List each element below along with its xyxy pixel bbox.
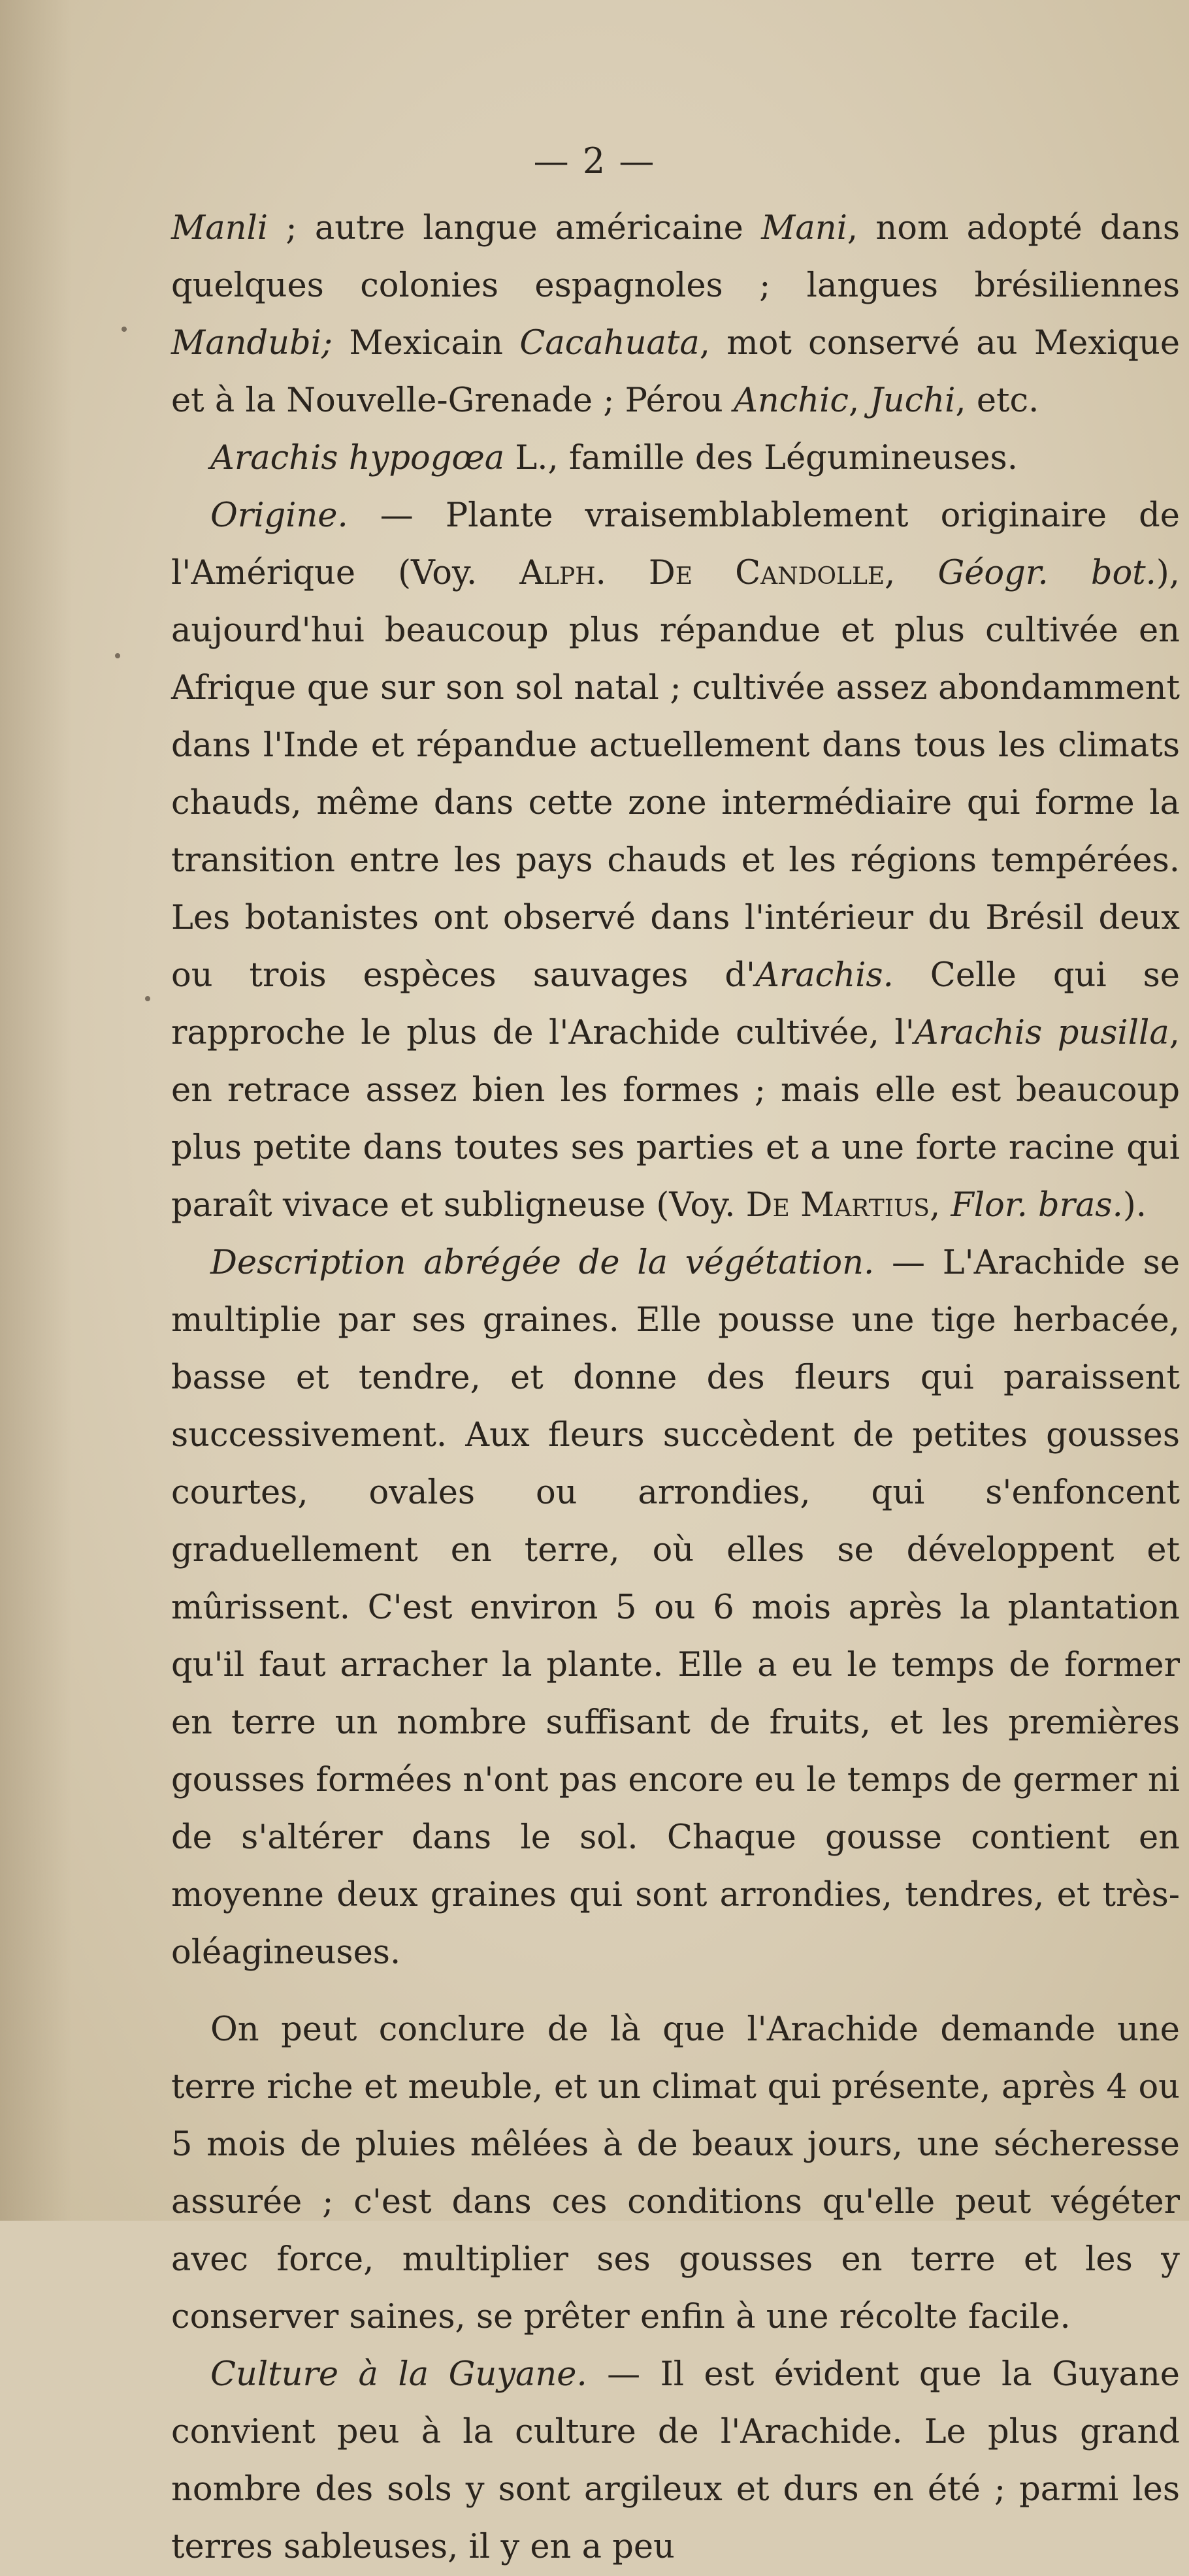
italic-term: Géogr. bot. (937, 554, 1156, 592)
italic-term: Cacahuata (519, 324, 700, 362)
text-run: , (848, 381, 870, 420)
paragraph-names (171, 200, 1180, 430)
italic-term: Mani (761, 209, 847, 248)
paragraph-origine (171, 487, 1180, 1234)
text-run: L., famille des Légumineuses. (504, 439, 1018, 477)
text-run: , (929, 1186, 951, 1225)
text-run: , en retrace assez bien les formes ; mais elle est beaucoup plus petite dans toutes ses parties et a une forte racine qui paraît vivace et sublignеuse (Voy. (171, 1014, 1180, 1225)
italic-term: Juchi (870, 381, 956, 420)
paper-speck (122, 327, 127, 332)
italic-term: Anchic (733, 381, 849, 420)
text-run: — Plante vraisemblablement originaire de l'Amérique (Voy. (171, 496, 1180, 592)
italic-term: Arachis hypogœa (210, 439, 505, 477)
italic-term: Mandubi; (171, 324, 333, 362)
text-run: — Il est évident que la Guyane convient peu à la culture de l'Arachide. Le plus grand nombre des sols y sont argileux et durs en été ; parmi les terres sableuses, il y en a peu (171, 2355, 1180, 2566)
text-body (171, 200, 1180, 2576)
section-heading: Culture à la Guyane. (210, 2355, 587, 2394)
author-name: Alph. De Candolle (519, 554, 885, 592)
italic-term: Arachis pusilla (914, 1014, 1169, 1052)
section-heading: Description abrégée de la végétation. (210, 1244, 875, 1282)
page-number: — 2 — (533, 140, 656, 182)
text-run: Celle qui se rapproche le plus de l'Arachide cultivée, l' (171, 956, 1180, 1052)
text-run: ), aujourd'hui beaucoup plus répandue et plus cultivée en Afrique que sur son sol natal ; cultivée assez abondamment dans l'Inde et répandue actuellement dans tous les climats chauds, même dans cette zone intermédiaire qui forme la transition entre les pays chauds et les régions tempérées. Les botanistes ont observé dans l'intérieur du Brésil deux ou trois espèces sauvages d' (171, 554, 1180, 995)
binding-shadow (0, 0, 72, 2221)
paragraph-species (171, 430, 1180, 487)
paper-speck (145, 996, 150, 1001)
paper-speck (115, 653, 120, 658)
text-run: , nom adopté dans quelques colonies espagnoles ; langues brésiliennes (171, 209, 1180, 305)
text-run: ; autre langue américaine (268, 209, 762, 248)
text-run: , (885, 554, 938, 592)
text-run: On peut conclure de là que l'Arachide demande une terre riche et meuble, et un climat qui présente, après 4 ou 5 mois de pluies mêlées à de beaux jours, une sécheresse assurée ; c'est dans ces conditions qu'elle peut végéter avec force, multiplier ses gousses en terre et les y conserver saines, se prêter enfin à une récolte facile. (171, 2010, 1180, 2336)
text-run: , mot conservé au Mexique et à la Nouvelle-Grenade ; Pérou (171, 324, 1181, 420)
italic-term: Arachis. (755, 956, 894, 995)
text-run: — L'Arachide se multiplie par ses graines. Elle pousse une tige herbacée, basse et tendre, et donne des fleurs qui paraissent successivement. Aux fleurs succèdent de petites gousses courtes, ovales ou arrondies, qui s'enfoncent graduellement en terre, où elles se développent et mûrissent. C'est environ 5 ou 6 mois après la plantation qu'il faut arracher la plante. Elle a eu le temps de former en terre un nombre suffisant de fruits, et les premières gousses formées n'ont pas encore eu le temps de germer ni de s'altérer dans le sol. Chaque gousse contient en moyenne deux graines qui sont arrondies, tendres, et très-oléagineuses. (171, 1244, 1181, 1972)
italic-term: Manli (171, 209, 269, 248)
paragraph-conclusion (171, 2001, 1180, 2346)
paragraph-guyane (171, 2346, 1180, 2576)
author-name: De Martius (745, 1186, 930, 1225)
section-heading: Origine. (210, 496, 348, 535)
text-run: ). (1122, 1186, 1147, 1225)
text-run: , etc. (955, 381, 1039, 420)
text-run: Mexicain (333, 324, 520, 362)
paragraph-description (171, 1234, 1180, 1982)
italic-term: Flor. bras. (951, 1186, 1123, 1225)
